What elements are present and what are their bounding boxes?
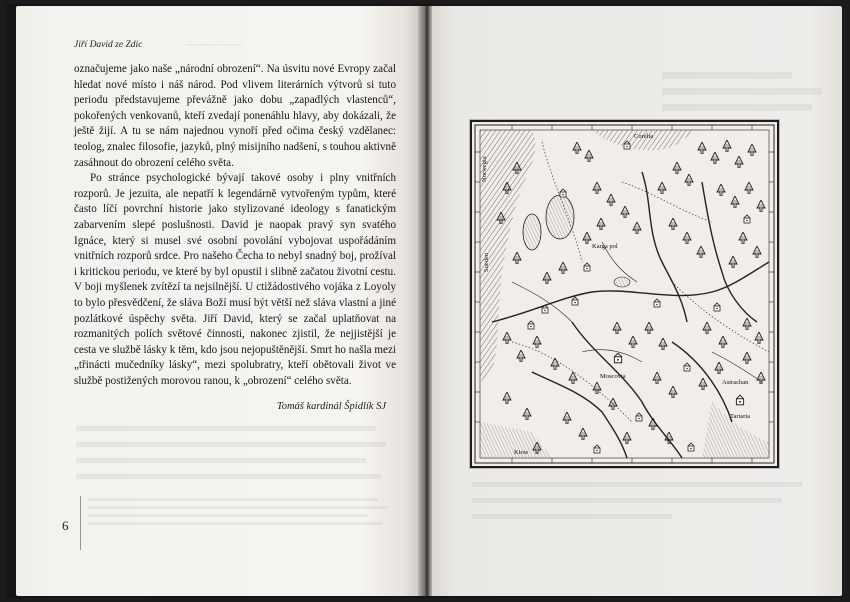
left-page (16, 6, 420, 596)
show-through-line (472, 514, 672, 519)
show-through-line (662, 72, 792, 79)
map-label-moscovia: Moscovia (600, 373, 626, 380)
body-text (74, 62, 396, 389)
show-through-head: ~~~~~~ ~~~~~ (186, 40, 242, 50)
map-label-norwegia: Norwegia (481, 156, 488, 182)
right-page (432, 6, 842, 596)
show-through-line (472, 482, 802, 487)
show-through-line (662, 88, 822, 95)
show-through-line (76, 474, 381, 479)
show-through-line (88, 522, 383, 525)
show-through-line (76, 458, 366, 463)
show-through-line (88, 506, 388, 509)
show-through-line (88, 498, 378, 501)
map-label-sueden: Sueden (483, 252, 490, 272)
show-through-line (88, 514, 368, 517)
paragraph: označujeme jako naše „národní obrození“. Na úsvitu nové Evropy začal hledat nové místo i náš národ. Pod vlivem literárních výtvorů si tuto periodu představujeme převážně jako dobu „zapadlých vlastenců“, pokořených venkovanů, kteří zvedají ponenáhlu hlavy, aby dokázali, že ještě žijí. A tu se nám najednou vynoří před očima český vzdělanec: teolog, znalec filosofie, jazyků, plný misijního nadšení, s touhou aktivně zasáhnout do obrození celého světa. (74, 63, 396, 169)
show-through-line (472, 498, 782, 503)
show-through-line (76, 442, 386, 447)
signature: Tomáš kardinál Špidlík SJ (276, 401, 386, 412)
map-label-kiow: Kiow (514, 449, 529, 456)
map-label-astrachan: Astrachan (722, 379, 749, 386)
woodcut-map (470, 120, 779, 468)
running-head: Jiří David ze Zdic (74, 40, 143, 50)
show-through-line (662, 104, 812, 111)
show-through-line (76, 426, 376, 431)
margin-rule (80, 496, 81, 550)
paragraph: Po stránce psychologické bývají takové osoby i plny vnitřních rozporů. Je jezuita, ale nepatří k legendárně vytvořeným typům, které často líčí povrchní historie jako stylizované ideology s fanatickým zabarvením slepé poslušnosti. David je naopak pravý syn svatého Ignáce, který si musel své osobní povolání vybojovat uspořádáním vnitřních rozporů srdce. Pro našeho Čecha to nebyl snadný boj, prožíval i kritickou periodu, ve které by byl opustil i slibně začatou životní cestu. V boji myšlenek zvítězí ta nejsilnější. U ctižádostivého vojáka z Loyoly to bylo přesvědčení, že sláva Boží musí být větší než sláva vlastní a jiné pozlátkové úspěchy světa. Jiří David, který se začal uplatňovat na rozmanitých polích světové činnosti, nakonec zjistil, že nejjistější je cesta ve službě lásky k těm, kdo jsou nejopuštěnější. Smrt ho našla mezi „třinácti mučedníky lásky“, mezi spolubratry, kteří obětovali život ve službě postižených morovou ranou, k „obrození“ celého světa. (74, 172, 396, 387)
page-number: 6 (62, 518, 69, 533)
map-label-tartaria: Tartaria (730, 413, 751, 420)
map-label-corelia: Corelia (634, 133, 654, 140)
map-illustration (472, 122, 777, 466)
book-spread (6, 4, 842, 598)
map-label-kargapol: Karga pol (592, 243, 618, 250)
